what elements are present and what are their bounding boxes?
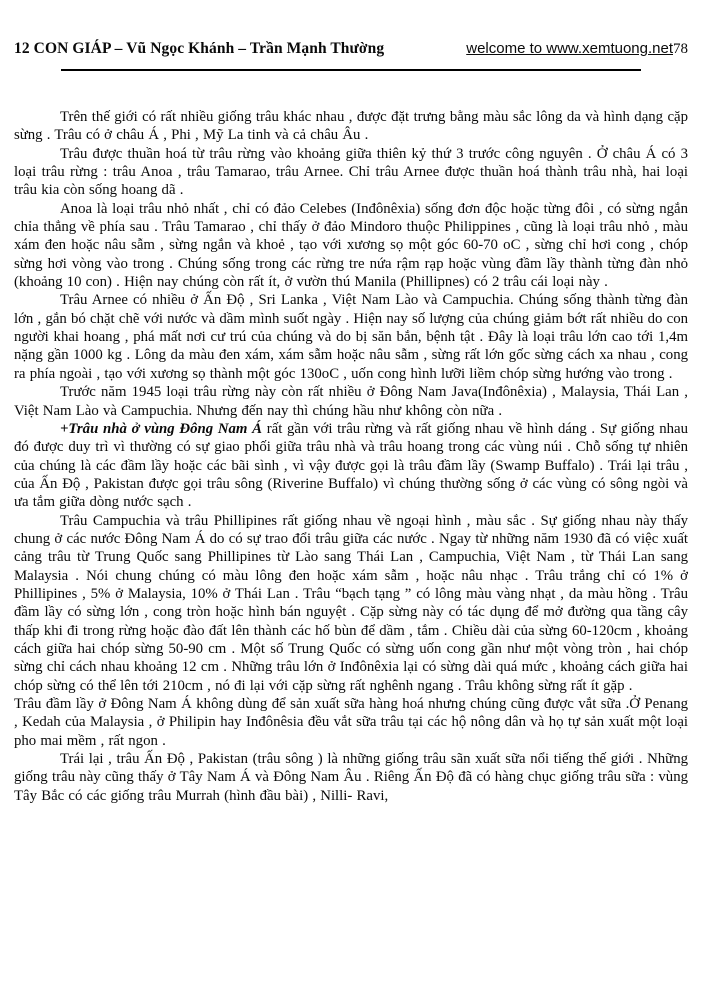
paragraph-7: Trâu Campuchia và trâu Phillipines rất giống nhau về ngoại hình , màu sắc . Sự giống nhau này thấy chung ở các nước Đông Nam Á do có sự trao đổi trâu giữa các nước . Ngay từ những năm 1930 đã có việc xuất cảng trâu từ Trung Quốc sang Phillipines từ Lào sang Thái Lan , Campuchia, Việt Nam , từ Thái Lan sang Malaysia . Nói chung chúng có màu lông đen hoặc xám sẫm , hoặc nâu nhạc . Trâu trắng chỉ có 1% ở Phillipines , 5% ở Malaysia, 10% ở Thái Lan . Trâu “bạch tạng ” có lông màu vàng nhạt , da màu hồng . Trâu đầm lầy có sừng lớn , cong tròn hoặc hình bán nguyệt . Cặp sừng này có tác dụng để mở đường qua tầng cây thấp khi đi trong rừng hoặc đào đất lên thành các hố bùn để dầm , tắm . Chiều dài của sừng 60-120cm , khoảng cách giữa hai chóp sừng 50-90 cm . Một số Trung Quốc có sừng uốn cong gần như một vòng tròn , hai chóp sừng chỉ cách nhau khoảng 12 cm . Những trâu lớn ở Inđônêxia lại có sừng dài quá mức , khoảng cách giữa hai chóp sừng có thể lên tới 210cm , nó đi lại với cặp sừng rất nghênh ngang . Trâu không sừng rất ít gặp .: [14, 512, 688, 694]
paragraph-3: Anoa là loại trâu nhỏ nhất , chỉ có đảo Celebes (Inđônêxia) sống đơn độc hoặc từng đôi , có sừng ngắn chỉa thẳng về phía sau . Trâu Tamarao , chỉ thấy ở đảo Mindoro thuộc Philippines , cũng là loại trâu nhỏ , màu xám đen hoặc nâu sẫm , sừng ngắn và khoẻ , tạo với xương sọ một góc 60-70 oC , sừng chỉ hơi cong , chóp sừng hơi vòng vào trong . Chúng sống trong các rừng tre nứa rậm rạp hoặc vùng đầm lầy thành từng đàn nhỏ (khoảng 10 con) . Hiện nay chúng còn rất ít, ở vườn thú Manila (Phillipnes) có 2 trâu cái loại này .: [14, 200, 688, 291]
paragraph-5: Trước năm 1945 loại trâu rừng này còn rất nhiều ở Đông Nam Java(Inđônêxia) , Malaysia, Thái Lan , Việt Nam Lào và Campuchia. Nhưng đến nay thì chúng hầu như không còn nữa .: [14, 384, 688, 419]
paragraph-8: Trâu đầm lầy ở Đông Nam Á không dùng để sản xuất sữa hàng hoá nhưng chúng cũng được vắt sữa .Ở Penang , Kedah của Malaysia , ở Philipin hay Inđônêsia đều vắt sữa trâu tại các hộ nông dân và họ tự sản xuất một loại pho mai mềm , rất ngon .: [14, 696, 688, 749]
paragraph-4: Trâu Arnee có nhiều ở Ấn Độ , Sri Lanka , Việt Nam Lào và Campuchia. Chúng sống thành từng đàn lớn , gắn bó chặt chẽ với nước và dầm mình suốt ngày . Hiện nay số lượng của chúng giảm bớt rất nhiều do con người khai hoang , phá mất nơi cư trú của chúng và do bị săn bắn, bệnh tật . Đây là loại trâu lớn cao tới 1,4m nặng gần 1000 kg . Lông da màu đen xám, xám sẫm hoặc nâu sẫm , sừng rất lớn gốc sừng cách xa nhau , cong ra phía ngoài , tạo với xương sọ thành một góc 130oC , uốn cong hình lưỡi liềm chóp sừng hướng vào trong .: [14, 292, 688, 382]
website-link[interactable]: welcome to www.xemtuong.net: [466, 40, 673, 57]
document-title: 12 CON GIÁP – Vũ Ngọc Khánh – Trần Mạnh Thường: [14, 40, 385, 57]
header-right-group: [466, 40, 688, 58]
paragraph-6: +Trâu nhà ở vùng Đông Nam Á rất gần với trâu rừng và rất giống nhau về hình dáng . Sự giống nhau đó được duy trì vì thường có sự giao phối giữa trâu nhà và trâu hoang trong các vùng núi . Chỗ sống tự nhiên của chúng là các đầm lầy hoặc các bãi sình , vì vậy được gọi là trâu đầm lầy (Swamp Buffalo) . Trái lại trâu , của Ấn Độ , Pakistan được gọi trâu sông (Riverine Buffalo) vì chúng thường sống ở các vùng có sông ngòi và ưa tắm giữa dòng nước sạch .: [14, 420, 688, 511]
paragraph-1: Trên thế giới có rất nhiều giống trâu khác nhau , được đặt trưng bằng màu sắc lông da và hình dạng cặp sừng . Trâu có ở châu Á , Phi , Mỹ La tinh và cả châu Âu .: [14, 109, 688, 144]
page-header: [14, 0, 688, 58]
document-body: [14, 108, 688, 805]
paragraph-lead: +Trâu nhà ở vùng Đông Nam Á: [60, 420, 262, 437]
paragraph-2: Trâu được thuần hoá từ trâu rừng vào khoảng giữa thiên kỷ thứ 3 trước công nguyên . Ở châu Á có 3 loại trâu rừng : trâu Anoa , trâu Tamarao, trâu Arnee. Chỉ trâu Arnee được thuần hoá thành trâu nhà, hai loại trâu kia còn sống hoang dã .: [14, 145, 688, 199]
header-divider: [61, 69, 641, 71]
paragraph-9: Trái lại , trâu Ấn Độ , Pakistan (trâu sông ) là những giống trâu sãn xuất sữa nổi tiếng thế giới . Những giống trâu này cũng thấy ở Tây Nam Á và Đông Nam Âu . Riêng Ấn Độ đã có hàng chục giống trâu sữa : vùng Tây Bắc có các giống trâu Murrah (hình đầu bài) , Nilli- Ravi,: [14, 751, 688, 804]
page-number: 78: [673, 41, 688, 57]
